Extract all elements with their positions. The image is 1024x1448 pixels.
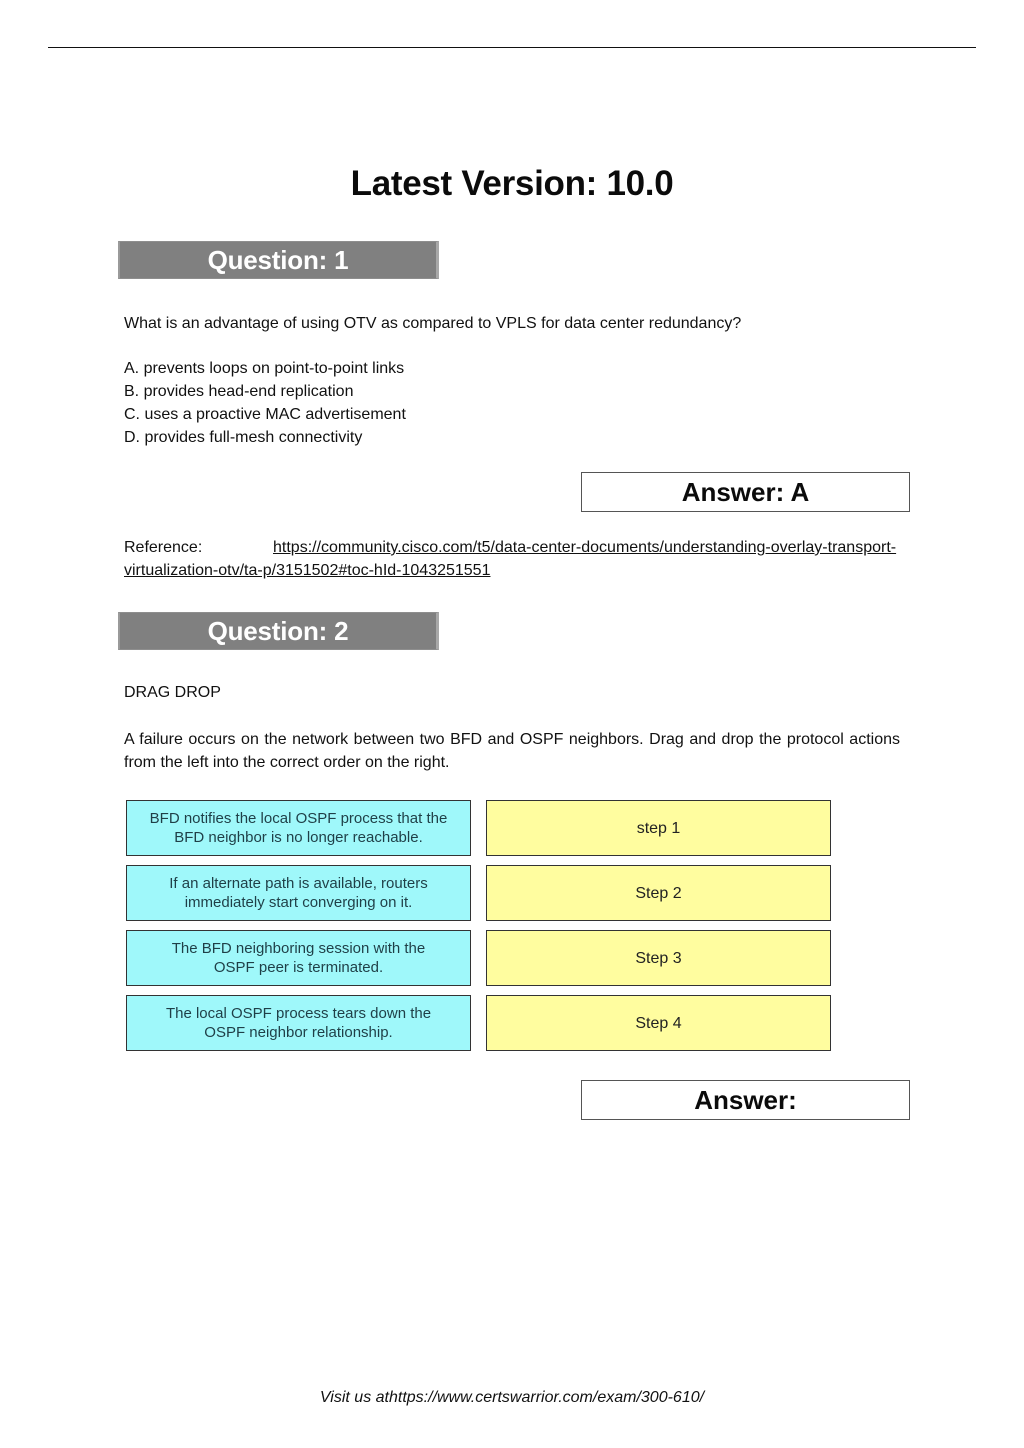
drop-target-label: Step 3: [635, 949, 682, 967]
question-2-label: Question: 2: [207, 615, 349, 646]
question-1-options: [124, 357, 904, 449]
option-a: A. prevents loops on point-to-point links: [124, 360, 405, 377]
drop-target-label: Step 2: [635, 884, 682, 902]
question-1-answer-box: [581, 472, 910, 512]
question-1-answer: Answer: A: [681, 476, 810, 507]
question-2-type: DRAG DROP: [124, 684, 221, 701]
drop-target-step-2[interactable]: [486, 865, 831, 921]
drag-item-label: If an alternate path is available, routers immediately start converging on it.: [169, 875, 428, 911]
drop-target-step-3[interactable]: [486, 930, 831, 986]
page-title: Latest Version: 10.0: [350, 164, 674, 203]
question-2-header: [118, 612, 439, 650]
drag-item-alternate-path[interactable]: [126, 865, 471, 921]
drop-target-label: Step 4: [635, 1014, 682, 1032]
question-1-label: Question: 1: [207, 244, 349, 275]
drop-target-step-1[interactable]: [486, 800, 831, 856]
footer-text: Visit us athttps://www.certswarrior.com/exam/300-610/: [319, 1389, 705, 1406]
reference-label: Reference:: [124, 539, 203, 556]
question-2-answer-box: [581, 1080, 910, 1120]
question-1-text: What is an advantage of using OTV as compared to VPLS for data center redundancy?: [124, 315, 742, 332]
question-2-answer: Answer:: [694, 1084, 797, 1115]
drag-item-label: The BFD neighboring session with the OSPF peer is terminated.: [171, 940, 426, 976]
drop-target-step-4[interactable]: [486, 995, 831, 1051]
drag-item-bfd-notifies[interactable]: [126, 800, 471, 856]
option-d: D. provides full-mesh connectivity: [124, 429, 363, 446]
drag-item-bfd-session-terminated[interactable]: [126, 930, 471, 986]
drop-target-label: step 1: [636, 819, 681, 837]
option-b: B. provides head-end replication: [124, 383, 354, 400]
drag-item-label: The local OSPF process tears down the OSPF neighbor relationship.: [165, 1005, 432, 1041]
option-c: C. uses a proactive MAC advertisement: [124, 406, 406, 423]
question-2-text: A failure occurs on the network between two BFD and OSPF neighbors. Drag and drop the protocol actions from the left into the correct order on the right.: [124, 731, 900, 771]
question-1-header: [118, 241, 439, 279]
reference-link[interactable]: https://community.cisco.com/t5/data-center-documents/understanding-overlay-transport- virtualization-otv/ta-p/3151502#toc-hId-1043251551: [124, 539, 897, 579]
drag-item-ospf-teardown[interactable]: [126, 995, 471, 1051]
reference: [124, 536, 904, 582]
header-rule: [48, 47, 976, 48]
drag-item-label: BFD notifies the local OSPF process that the BFD neighbor is no longer reachable.: [149, 810, 448, 846]
